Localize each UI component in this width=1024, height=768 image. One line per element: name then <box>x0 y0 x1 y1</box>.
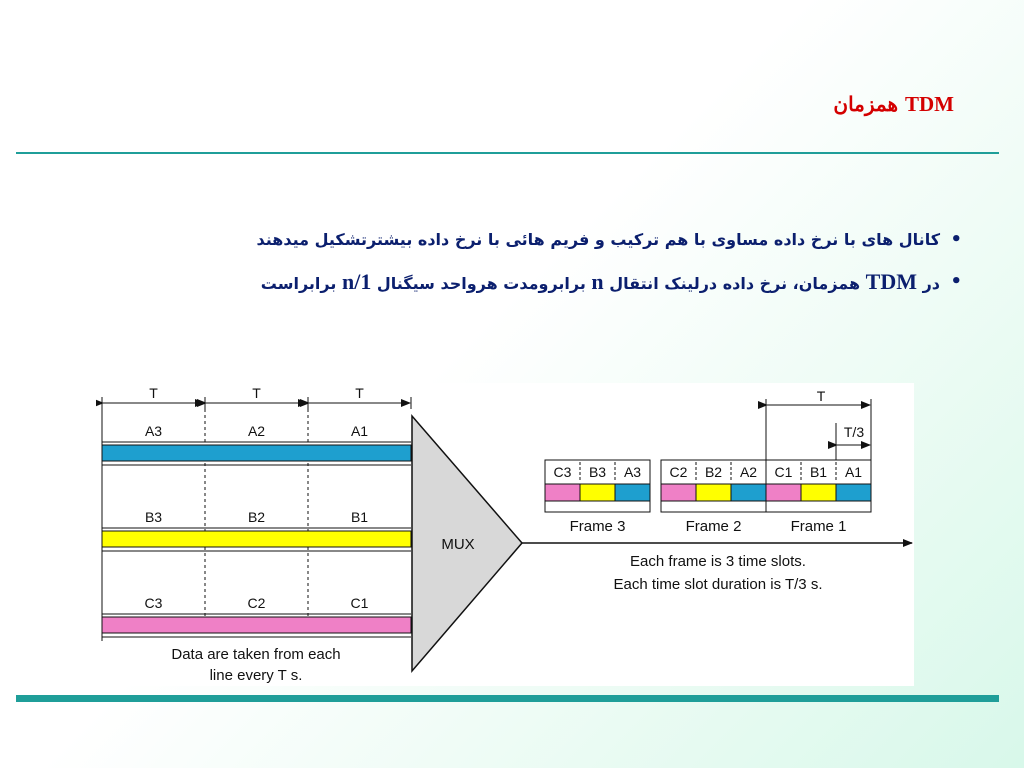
input-line-bar <box>102 531 411 547</box>
frame-slot-label: B2 <box>704 464 723 480</box>
slide-title <box>833 92 954 117</box>
bullet-icon: • <box>950 271 962 292</box>
frame-slot-label: A3 <box>623 464 642 480</box>
frame-slot-label: B1 <box>809 464 828 480</box>
input-slot-label: C1 <box>350 595 369 611</box>
period-label: T <box>149 385 158 401</box>
frame-label: Frame 1 <box>790 518 847 535</box>
frame-slot-bar <box>580 484 615 501</box>
slide-title-persian: همزمان <box>833 92 899 116</box>
input-slot-label: C2 <box>247 595 266 611</box>
bullet-text-part: همزمان، نرخ داده درلینک انتقال <box>603 274 866 293</box>
input-slot-label: A3 <box>144 423 163 439</box>
frame-slot-label: A1 <box>844 464 863 480</box>
title-divider <box>16 152 999 154</box>
bullet-latin-term: n <box>591 269 604 294</box>
bullet-latin-term: TDM <box>865 269 917 294</box>
mux-label: MUX <box>441 536 475 553</box>
bullet-icon: • <box>950 229 962 250</box>
bullet-text-part: برابرومدت هرواحد سیگنال <box>371 274 592 293</box>
output-note-text: Each time slot duration is T/3 s. <box>613 576 823 593</box>
bullet-item <box>62 269 962 294</box>
bullet-latin-term: 1/n <box>341 269 372 294</box>
frame-label: Frame 2 <box>685 518 742 535</box>
frame-slot-bar <box>661 484 696 501</box>
frame-slot-label: B3 <box>588 464 607 480</box>
input-slot-label: B3 <box>144 509 163 525</box>
frame-slot-bar <box>801 484 836 501</box>
input-slot-label: B2 <box>247 509 266 525</box>
input-slot-label: C3 <box>144 595 163 611</box>
bullet-list <box>62 230 962 316</box>
bullet-item <box>62 230 962 250</box>
output-note-text: Each frame is 3 time slots. <box>630 553 806 570</box>
slot-period-label: T/3 <box>843 424 865 440</box>
input-line-bar <box>102 617 411 633</box>
input-note-text: Data are taken from each <box>171 646 341 663</box>
tdm-diagram <box>96 383 914 686</box>
input-slot-label: B1 <box>350 509 369 525</box>
slide-title-latin: TDM <box>905 92 954 116</box>
input-line-bar <box>102 445 411 461</box>
frame-slot-bar <box>731 484 766 501</box>
input-slot-label: A1 <box>350 423 369 439</box>
frame-slot-bar <box>766 484 801 501</box>
frame-slot-label: C2 <box>669 464 688 480</box>
frame-slot-label: C3 <box>553 464 572 480</box>
input-note-text: line every T s. <box>209 667 303 684</box>
tdm-diagram-svg <box>96 383 914 686</box>
period-label: T <box>355 385 364 401</box>
footer-divider <box>16 695 999 702</box>
frame-period-label: T <box>816 388 826 404</box>
bullet-text-part: در <box>917 274 940 293</box>
frame-slot-bar <box>615 484 650 501</box>
frame-slot-label: A2 <box>739 464 758 480</box>
frame-slot-bar <box>545 484 580 501</box>
input-slot-label: A2 <box>247 423 266 439</box>
period-label: T <box>252 385 261 401</box>
frame-slot-bar <box>836 484 871 501</box>
bullet-text: کانال های با نرخ داده مساوی با هم ترکیب و فریم هائی با نرخ داده بیشترتشکیل میدهند <box>256 230 940 249</box>
frame-slot-bar <box>696 484 731 501</box>
frame-label: Frame 3 <box>569 518 626 535</box>
bullet-text-part: برابراست <box>260 274 342 293</box>
frame-slot-label: C1 <box>774 464 793 480</box>
